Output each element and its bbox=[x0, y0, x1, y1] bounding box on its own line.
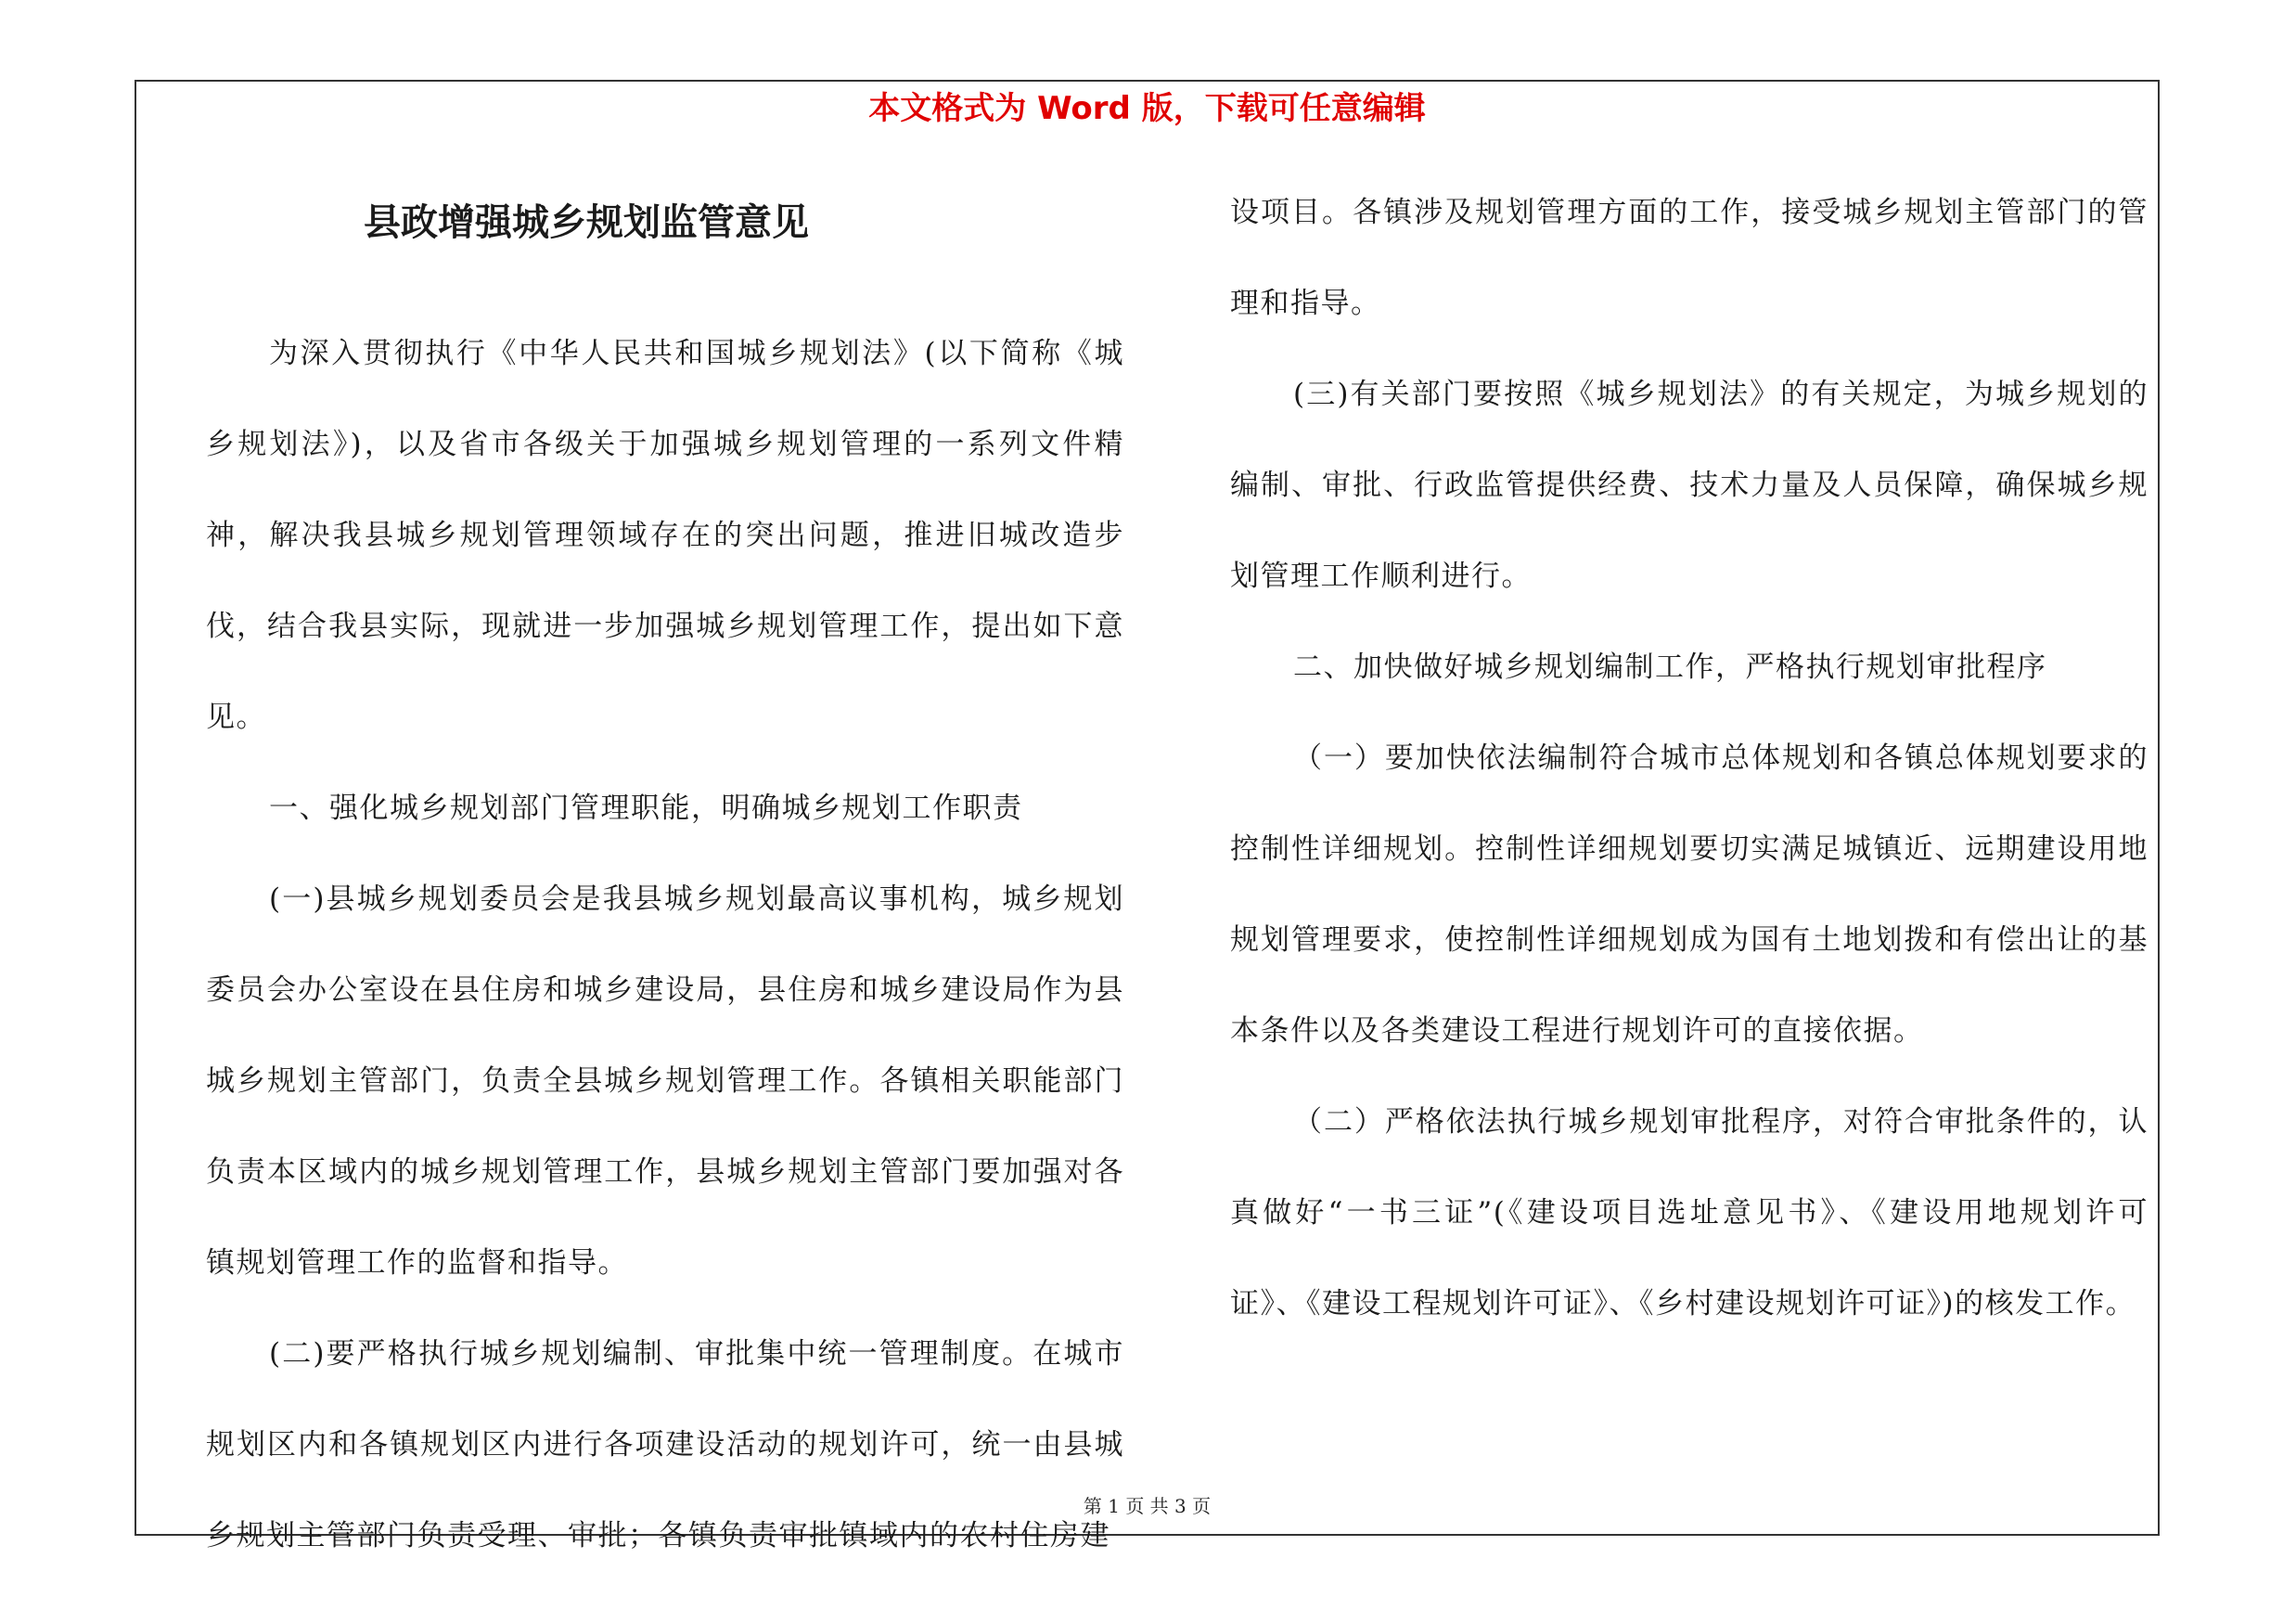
paragraph: (一)县城乡规划委员会是我县城乡规划最高议事机构，城乡规划委员会办公室设在县住房和城乡建设局，县住房和城乡建设局作为县城乡规划主管部门，负责全县城乡规划管理工作。各镇相关职能部门负责本区域内的城乡规划管理工作，县城乡规划主管部门要加强对各镇规划管理工作的监督和指导。 bbox=[206, 882, 1124, 1280]
document-title: 县政增强城乡规划监管意见 bbox=[364, 200, 809, 244]
section-heading: 二、加快做好城乡规划编制工作，严格执行规划审批程序 bbox=[1293, 650, 2047, 684]
paragraph: （一）要加快依法编制符合城市总体规划和各镇总体规划要求的控制性详细规划。控制性详细规划要切实满足城镇近、远期建设用地规划管理要求，使控制性详细规划成为国有土地划拨和有偿出让的基本条件以及各类建设工程进行规划许可的直接依据。 bbox=[1230, 741, 2148, 1048]
right-column bbox=[1230, 167, 2148, 1349]
section-heading: 一、强化城乡规划部门管理职能，明确城乡规划工作职责 bbox=[269, 792, 1023, 825]
paragraph: 为深入贯彻执行《中华人民共和国城乡规划法》(以下简称《城乡规划法》)，以及省市各级关于加强城乡规划管理的一系列文件精神，解决我县城乡规划管理领域存在的突出问题，推进旧城改造步伐，结合我县实际，现就进一步加强城乡规划管理工作，提出如下意见。 bbox=[206, 337, 1124, 734]
page-number-footer: 第 1 页 共 3 页 bbox=[1083, 1495, 1212, 1517]
paragraph: (二)要严格执行城乡规划编制、审批集中统一管理制度。在城市规划区内和各镇规划区内进行各项建设活动的规划许可，统一由县城乡规划主管部门负责受理、审批；各镇负责审批镇域内的农村住房建 bbox=[206, 1337, 1124, 1552]
left-column bbox=[206, 167, 1124, 1581]
paragraph-continued: 设项目。各镇涉及规划管理方面的工作，接受城乡规划主管部门的管理和指导。 bbox=[1230, 196, 2148, 320]
paragraph: （二）严格依法执行城乡规划审批程序，对符合审批条件的，认真做好“一书三证”(《建设项目选址意见书》、《建设用地规划许可证》、《建设工程规划许可证》、《乡村建设规划许可证》)的核发工作。 bbox=[1230, 1105, 2148, 1320]
format-banner: 本文格式为 Word 版，下载可任意编辑 bbox=[868, 90, 1426, 127]
paragraph: (三)有关部门要按照《城乡规划法》的有关规定，为城乡规划的编制、审批、行政监管提供经费、技术力量及人员保障，确保城乡规划管理工作顺利进行。 bbox=[1230, 378, 2148, 593]
